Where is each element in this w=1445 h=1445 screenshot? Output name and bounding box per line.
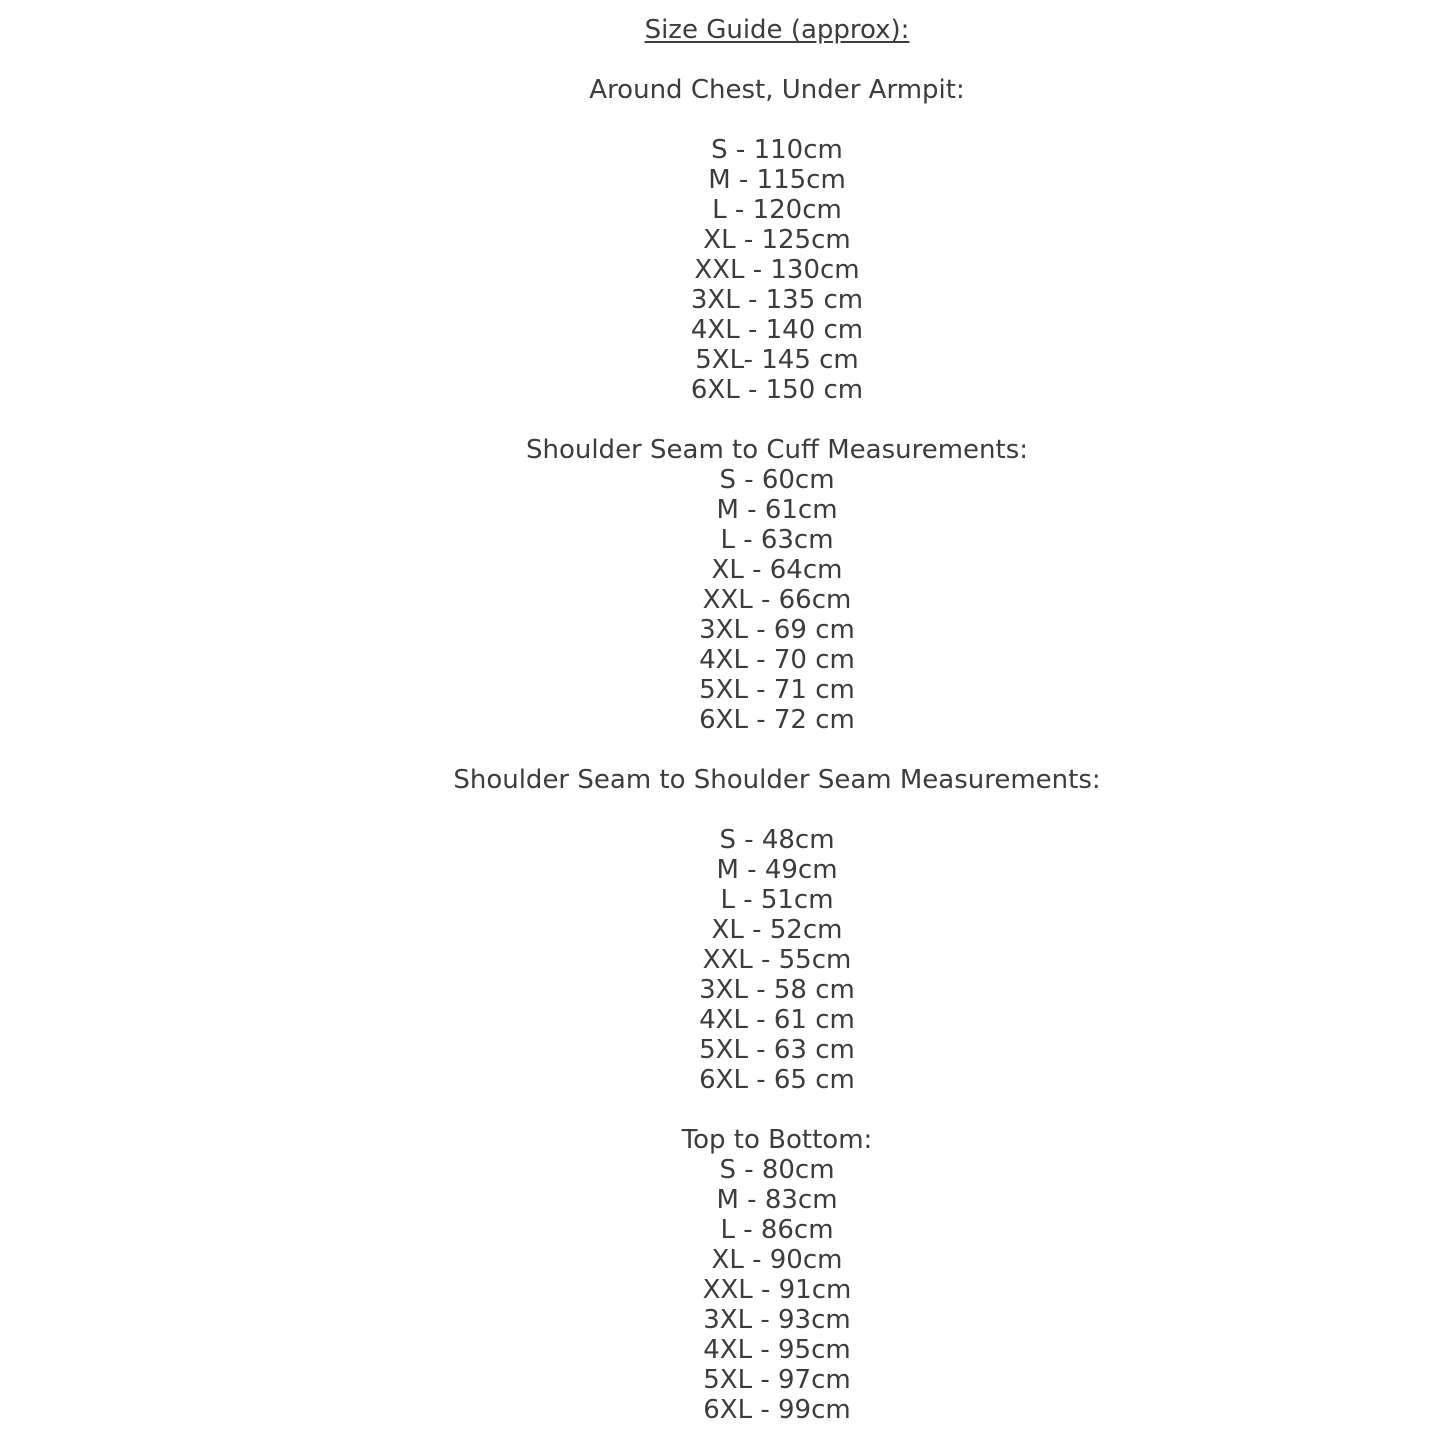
size-row: 4XL - 70 cm	[699, 645, 855, 675]
size-row: S - 60cm	[719, 465, 835, 495]
size-row: L - 51cm	[720, 885, 834, 915]
size-row: 3XL - 69 cm	[699, 615, 855, 645]
size-row: 4XL - 140 cm	[690, 315, 864, 345]
size-row: 6XL - 65 cm	[699, 1065, 855, 1095]
size-row: 5XL - 71 cm	[699, 675, 855, 705]
size-row: M - 49cm	[716, 855, 838, 885]
size-row: L - 63cm	[720, 525, 834, 555]
size-row: S - 80cm	[719, 1155, 835, 1185]
size-guide-sections	[109, 75, 1445, 1425]
size-row: 3XL - 93cm	[703, 1305, 851, 1335]
size-row: L - 86cm	[720, 1215, 834, 1245]
section-rows	[109, 1155, 1445, 1425]
size-row: XXL - 130cm	[694, 255, 860, 285]
size-row: XL - 90cm	[711, 1245, 843, 1275]
section-rows	[109, 825, 1445, 1095]
size-section	[109, 435, 1445, 735]
size-row: XL - 125cm	[703, 225, 851, 255]
size-row: L - 120cm	[712, 195, 842, 225]
size-row: 5XL - 63 cm	[699, 1035, 855, 1065]
size-row: 6XL - 150 cm	[690, 375, 864, 405]
size-row: XXL - 66cm	[702, 585, 852, 615]
size-row: 4XL - 95cm	[703, 1335, 851, 1365]
page-title: Size Guide (approx):	[644, 15, 910, 45]
size-row: XL - 64cm	[711, 555, 843, 585]
size-section	[109, 75, 1445, 405]
size-row: 6XL - 99cm	[703, 1395, 851, 1425]
size-row: 4XL - 61 cm	[699, 1005, 855, 1035]
size-row: XXL - 91cm	[702, 1275, 852, 1305]
size-row: XL - 52cm	[711, 915, 843, 945]
size-row: 3XL - 58 cm	[699, 975, 855, 1005]
section-heading: Shoulder Seam to Shoulder Seam Measurements:	[453, 765, 1101, 795]
size-row: S - 110cm	[711, 135, 843, 165]
section-heading: Around Chest, Under Armpit:	[589, 75, 965, 105]
size-row: M - 83cm	[716, 1185, 838, 1215]
size-row: 5XL - 97cm	[703, 1365, 851, 1395]
section-rows	[109, 465, 1445, 735]
section-heading: Top to Bottom:	[681, 1125, 873, 1155]
size-row: 6XL - 72 cm	[699, 705, 855, 735]
size-section	[109, 1125, 1445, 1425]
section-heading: Shoulder Seam to Cuff Measurements:	[525, 435, 1029, 465]
size-row: S - 48cm	[719, 825, 835, 855]
size-section	[109, 765, 1445, 1095]
size-row: XXL - 55cm	[702, 945, 852, 975]
size-row: M - 115cm	[708, 165, 846, 195]
section-rows	[109, 135, 1445, 405]
size-row: 3XL - 135 cm	[690, 285, 864, 315]
size-row: M - 61cm	[716, 495, 838, 525]
size-row: 5XL- 145 cm	[695, 345, 859, 375]
